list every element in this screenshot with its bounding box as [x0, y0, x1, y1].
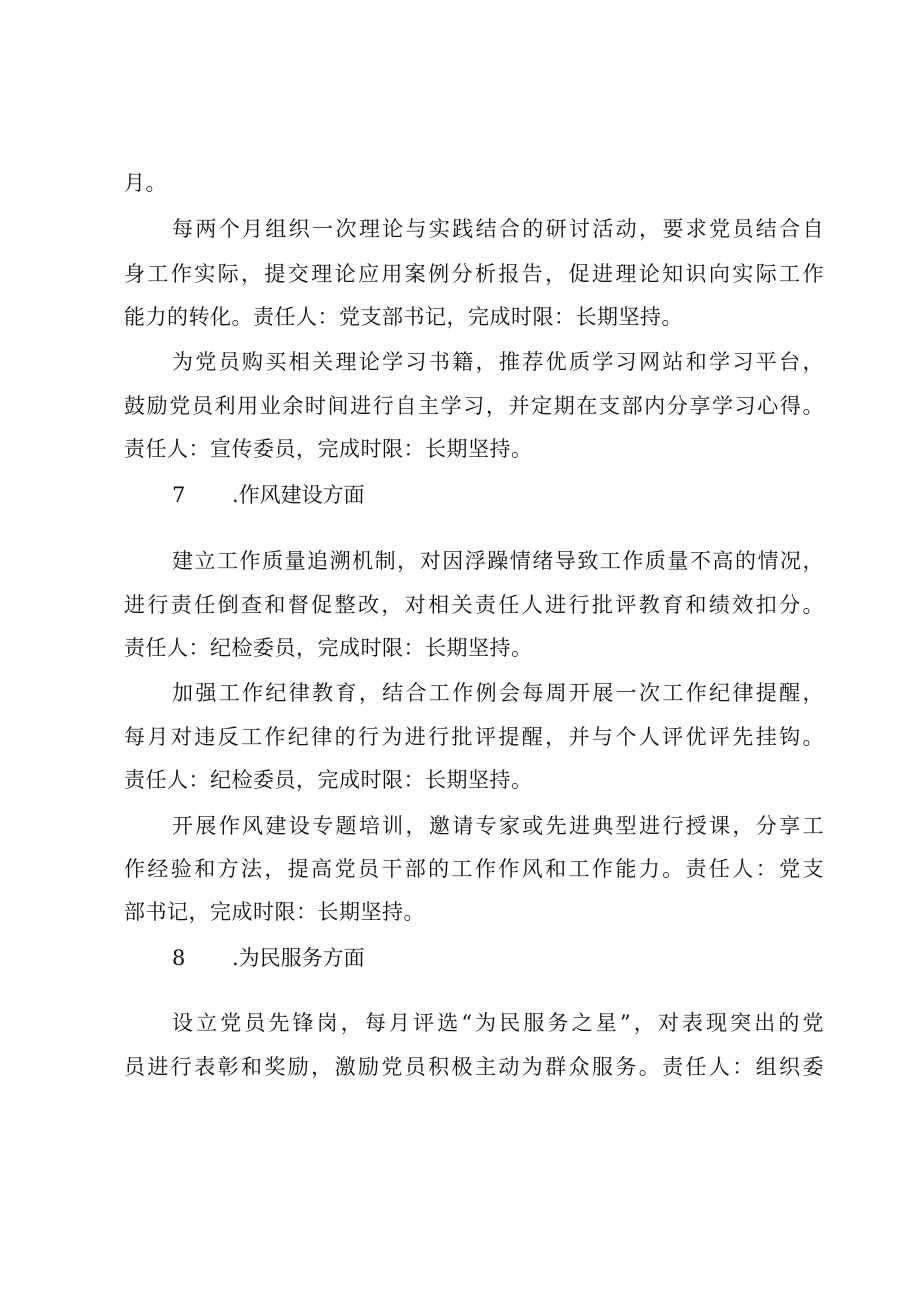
section-title: .作风建设方面	[232, 483, 365, 507]
paragraph-line: 身工作实际，提交理论应用案例分析报告，促进理论知识向实际工作	[124, 262, 824, 286]
paragraph-line: 为党员购买相关理论学习书籍，推荐优质学习网站和学习平台，	[172, 350, 824, 374]
paragraph-line: 责任人：纪检委员，完成时限：长期坚持。	[124, 636, 533, 660]
paragraph-line: 开展作风建设专题培训，邀请专家或先进典型进行授课，分享工	[172, 814, 824, 838]
section-title: .为民服务方面	[232, 946, 365, 970]
paragraph-line: 能力的转化。责任人：党支部书记，完成时限：长期坚持。	[124, 305, 683, 329]
section-heading-8	[172, 943, 365, 973]
paragraph-line: 每月对违反工作纪律的行为进行批评提醒，并与个人评优评先挂钩。	[124, 725, 824, 749]
paragraph-line: 月。	[124, 171, 167, 195]
paragraph-line: 进行责任倒查和督促整改，对相关责任人进行批评教育和绩效扣分。	[124, 593, 824, 617]
paragraph-line: 责任人：宣传委员，完成时限：长期坚持。	[124, 437, 533, 461]
paragraph-line: 设立党员先锋岗，每月评选“为民服务之星”，对表现突出的党	[172, 1011, 824, 1035]
paragraph-line: 部书记，完成时限：长期坚持。	[124, 900, 425, 924]
paragraph-line: 建立工作质量追溯机制，对因浮躁情绪导致工作质量不高的情况，	[172, 549, 824, 573]
section-heading-7	[172, 480, 365, 510]
paragraph-line: 每两个月组织一次理论与实践结合的研讨活动，要求党员结合自	[172, 217, 824, 241]
paragraph-line: 员进行表彰和奖励，激励党员积极主动为群众服务。责任人：组织委	[124, 1055, 824, 1079]
paragraph-line: 作经验和方法，提高党员干部的工作作风和工作能力。责任人：党支	[124, 857, 824, 881]
section-number: 7	[172, 483, 186, 507]
section-number: 8	[172, 946, 186, 970]
paragraph-line: 加强工作纪律教育，结合工作例会每周开展一次工作纪律提醒，	[172, 681, 824, 705]
paragraph-line: 鼓励党员利用业余时间进行自主学习，并定期在支部内分享学习心得。	[124, 394, 824, 418]
paragraph-line: 责任人：纪检委员，完成时限：长期坚持。	[124, 768, 533, 792]
